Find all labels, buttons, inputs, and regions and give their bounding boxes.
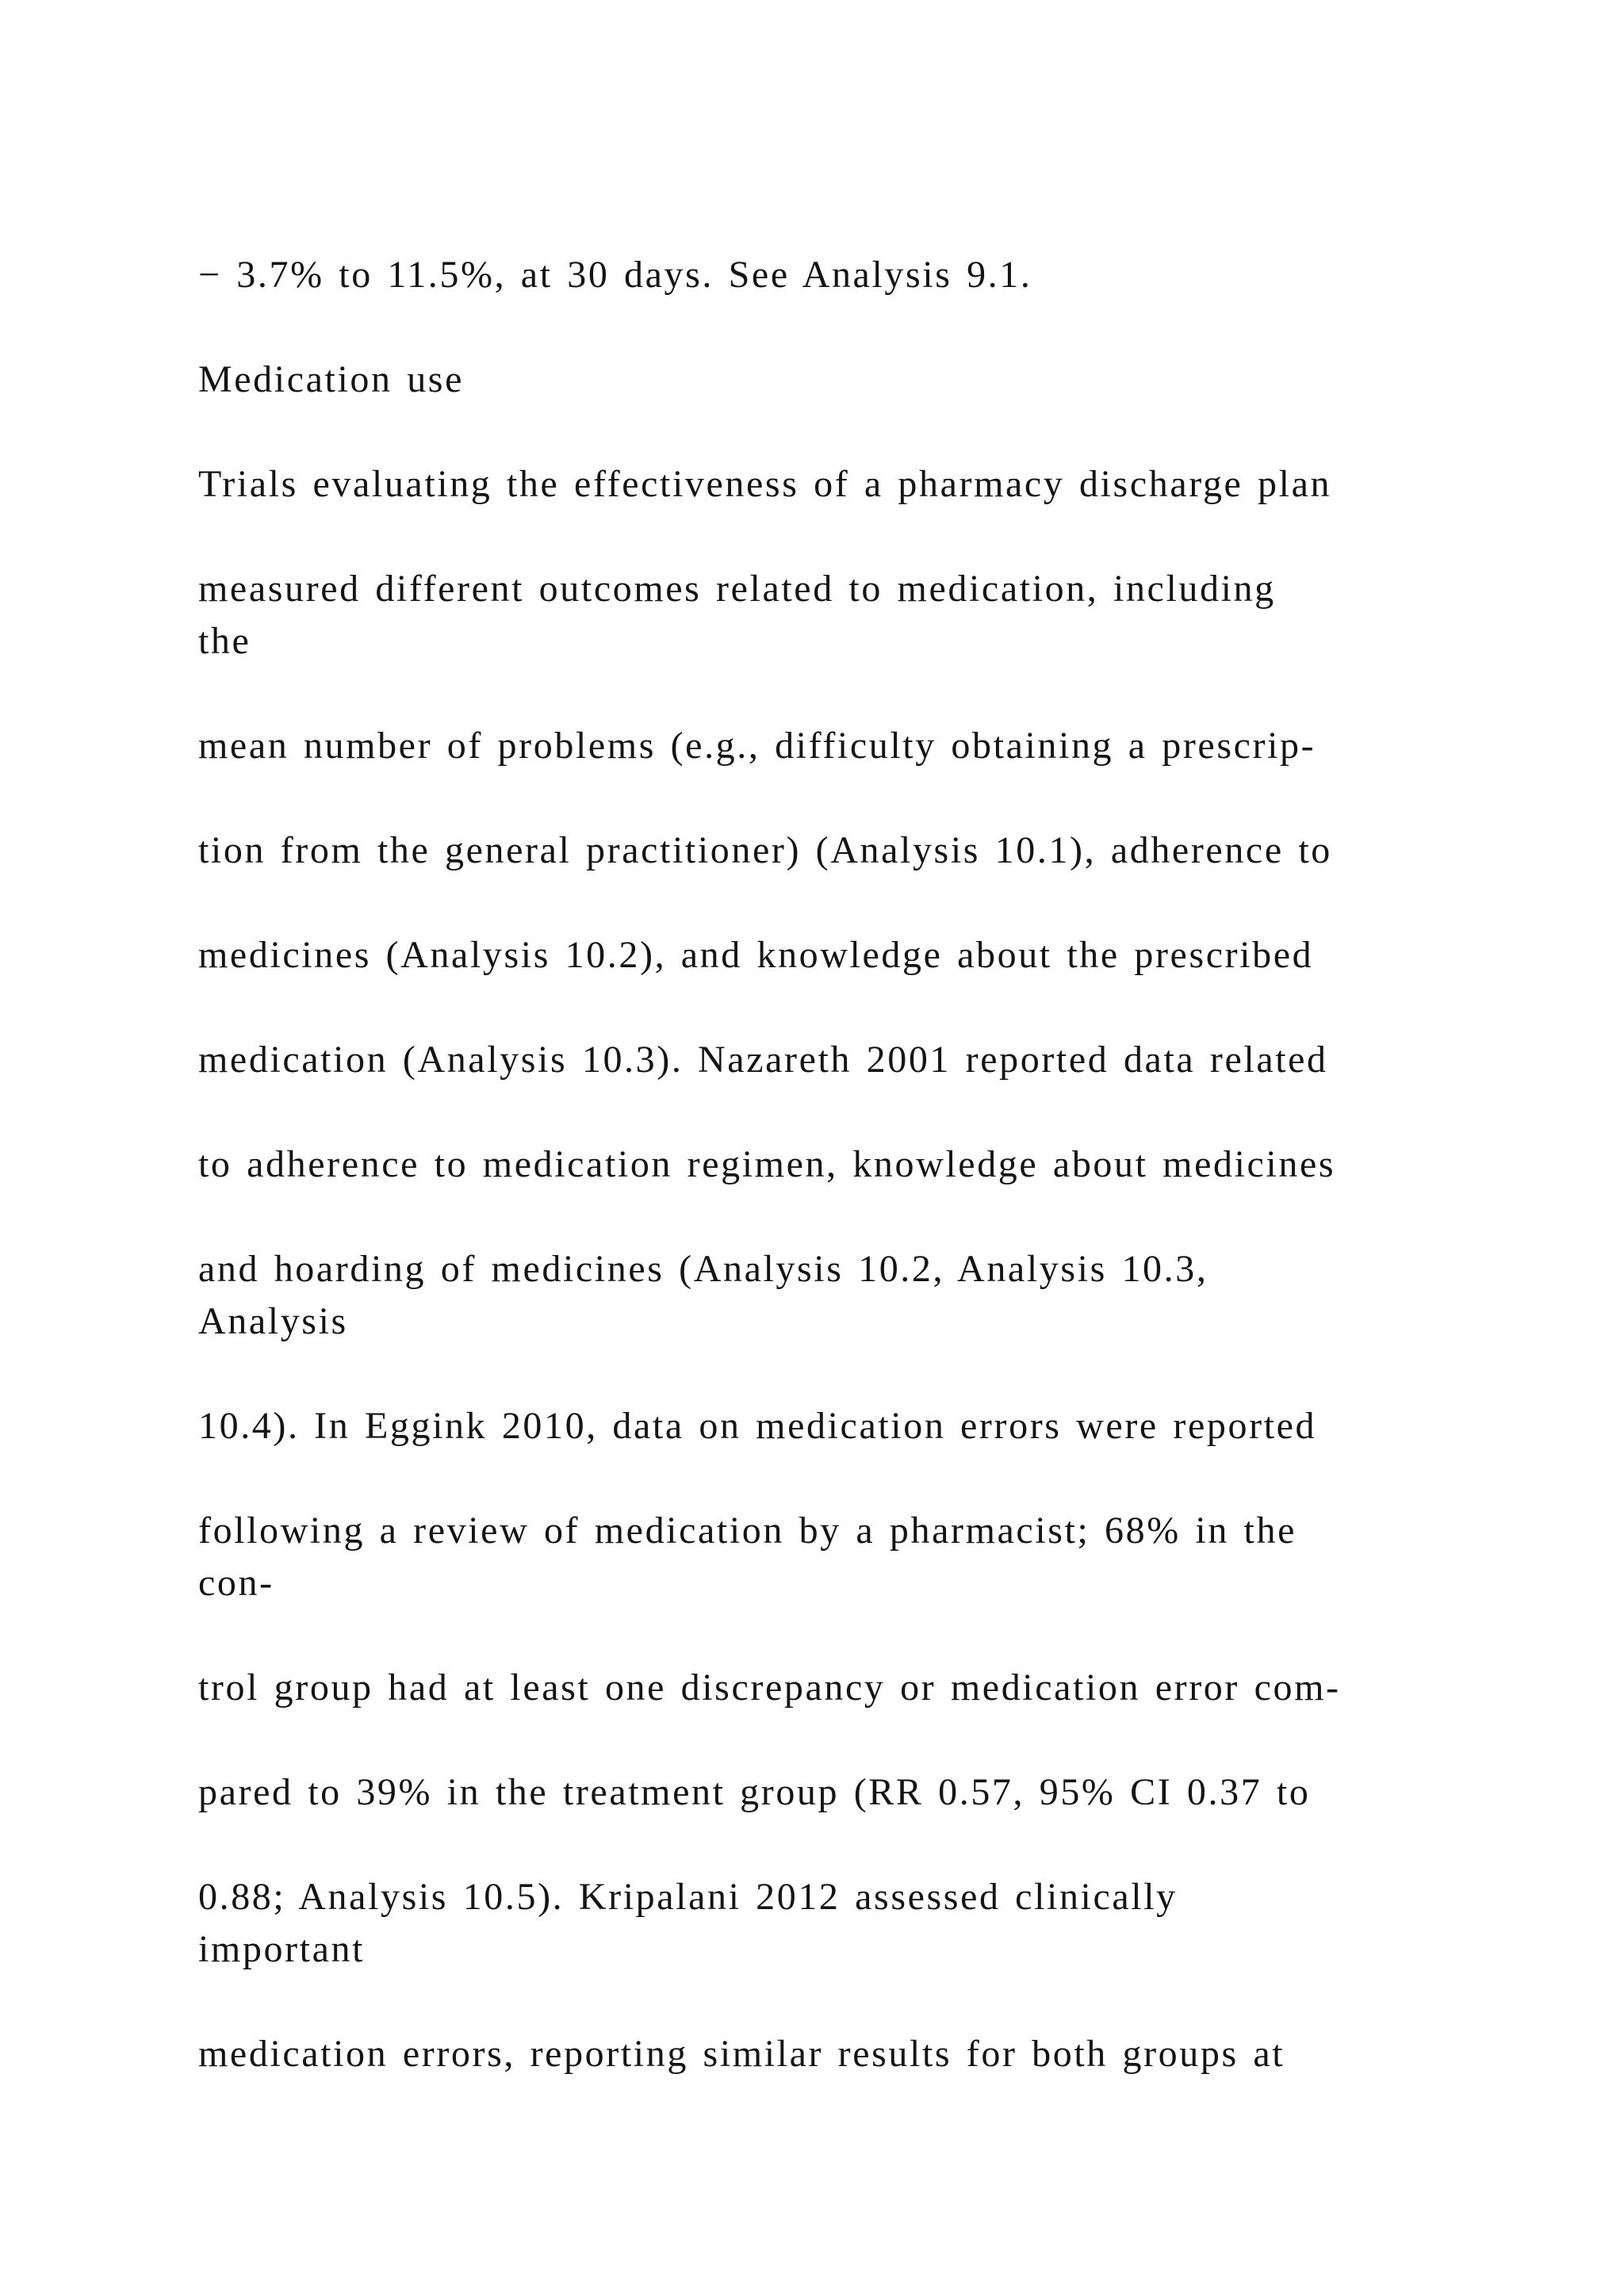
text-line: − 3.7% to 11.5%, at 30 days. See Analysis 9.1.	[198, 254, 1032, 296]
text-line: tion from the general practitioner) (Analysis 10.1), adherence to	[198, 829, 1332, 871]
text-line: pared to 39% in the treatment group (RR 0.57, 95% CI 0.37 to	[198, 1771, 1311, 1813]
text-line: medicines (Analysis 10.2), and knowledge about the prescribed	[198, 934, 1314, 976]
text-line: 10.4). In Eggink 2010, data on medication errors were reported	[198, 1405, 1317, 1447]
text-line: following a review of medication by a pharmacist; 68% in the	[198, 1510, 1297, 1552]
text-line: and hoarding of medicines (Analysis 10.2, Analysis 10.3,	[198, 1248, 1208, 1290]
text-line: medication (Analysis 10.3). Nazareth 2001 reported data related	[198, 1039, 1328, 1081]
text-line: to adherence to medication regimen, knowledge about medicines	[198, 1143, 1336, 1185]
text-line: the	[198, 620, 251, 662]
text-line: con-	[198, 1562, 274, 1604]
text-line: mean number of problems (e.g., difficulty obtaining a prescrip-	[198, 725, 1316, 767]
text-line: Trials evaluating the effectiveness of a pharmacy discharge plan	[198, 463, 1332, 505]
text-line: Analysis	[198, 1300, 348, 1342]
text-line: trol group had at least one discrepancy or medication error com-	[198, 1667, 1341, 1709]
text-line: 0.88; Analysis 10.5). Kripalani 2012 assessed clinically	[198, 1876, 1178, 1918]
text-line: measured different outcomes related to medication, including	[198, 568, 1276, 610]
section-heading: Medication use	[198, 358, 464, 400]
text-line: important	[198, 1928, 366, 1970]
text-line: medication errors, reporting similar results for both groups at	[198, 2033, 1285, 2075]
